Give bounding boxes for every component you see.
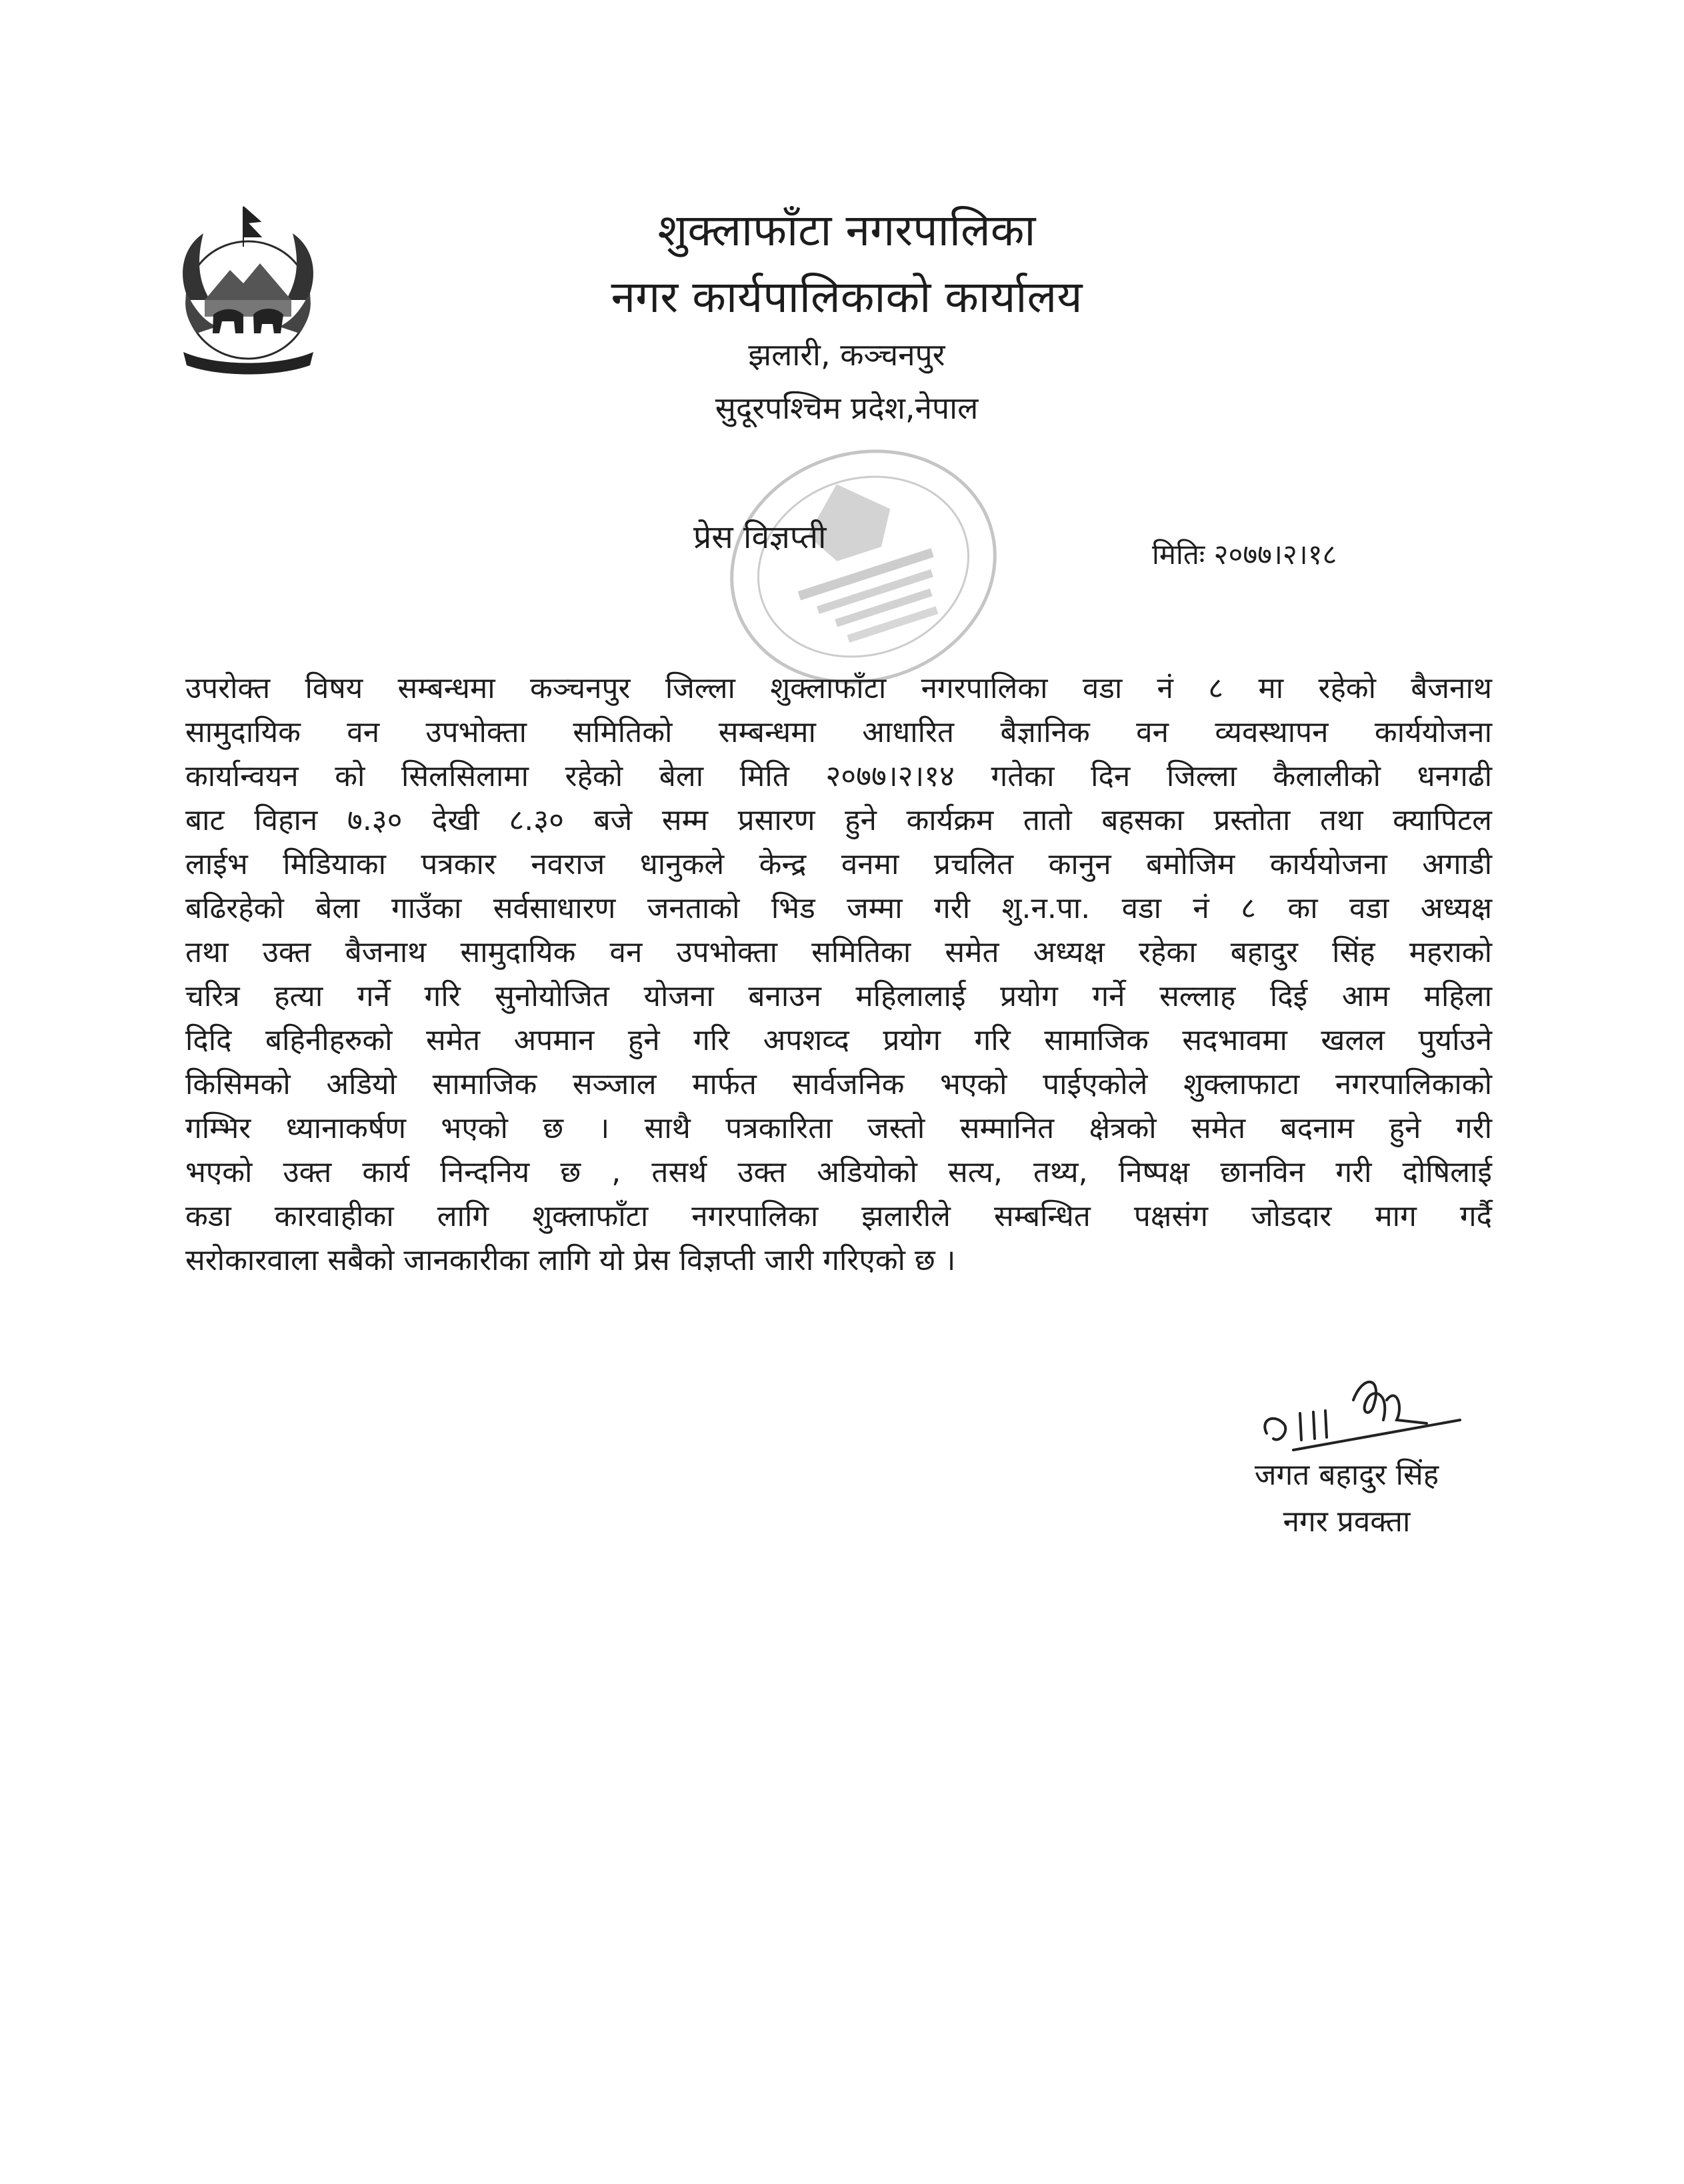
body-line: तथा उक्त बैजनाथ सामुदायिक वन उपभोक्ता समितिका समेत अध्यक्ष रहेका बहादुर सिंह महराको [185, 935, 1492, 969]
document-title: प्रेस विज्ञप्ती [693, 519, 827, 556]
body-line: बाट विहान ७.३० देखी ८.३० बजे सम्म प्रसारण हुने कार्यक्रम तातो बहसका प्रस्तोता तथा क्यापिटल [185, 803, 1492, 837]
address-line-2: सुदूरपश्चिम प्रदेश,नेपाल [715, 390, 979, 426]
signatory-title: नगर प्रवक्ता [1283, 1505, 1411, 1539]
body-line: कडा कारवाहीका लागि शुक्लाफाँटा नगरपालिका झलारीले सम्बन्धित पक्षसंग जोडदार माग गर्दै [185, 1199, 1492, 1233]
body-line: भएको उक्त कार्य निन्दनिय छ , तसर्थ उक्त अडियोको सत्य, तथ्य, निष्पक्ष छानविन गरी दोषिलाई [185, 1155, 1492, 1189]
body-line: लाईभ मिडियाका पत्रकार नवराज धानुकले केन्द्र वनमा प्रचलित कानुन बमोजिम कार्ययोजना अगाडी [185, 847, 1492, 881]
nepal-emblem-icon [150, 200, 347, 380]
signatory-name: जगत बहादुर सिंह [1254, 1458, 1439, 1492]
body-line: उपरोक्त विषय सम्बन्धमा कञ्चनपुर जिल्ला शुक्लाफाँटा नगरपालिका वडा नं ८ मा रहेको बैजनाथ [185, 671, 1492, 705]
body-line: सामुदायिक वन उपभोक्ता समितिको सम्बन्धमा आधारित बैज्ञानिक वन व्यवस्थापन कार्ययोजना [185, 715, 1492, 749]
body-line: सरोकारवाला सबैको जानकारीका लागि यो प्रेस विज्ञप्ती जारी गरिएको छ । [185, 1243, 956, 1277]
address-line-1: झलारी, कञ्चनपुर [748, 337, 945, 373]
org-name: शुक्लाफाँटा नगरपालिका [657, 205, 1036, 256]
body-line: दिदि बहिनीहरुको समेत अपमान हुने गरि अपशव्द प्रयोग गरि सामाजिक सदभावमा खलल पुर्याउने [185, 1023, 1492, 1057]
body-line: बढिरहेको बेला गाउँका सर्वसाधारण जनताको भिड जम्मा गरी शु.न.पा. वडा नं ८ का वडा अध्यक्ष [185, 891, 1492, 925]
date-value: २०७७।२।१८ [1213, 538, 1337, 571]
handwritten-signature-icon [1253, 1360, 1467, 1460]
office-name: नगर कार्यपालिकाको कार्यालय [611, 271, 1083, 323]
press-release-body [185, 667, 1492, 1283]
body-line: कार्यान्वयन को सिलसिलामा रहेको बेला मिति २०७७।२।१४ गतेका दिन जिल्ला कैलालीको धनगढी [185, 759, 1492, 793]
body-line: गम्भिर ध्यानाकर्षण भएको छ । साथै पत्रकारिता जस्तो सम्मानित क्षेत्रको समेत बदनाम हुने गरी [185, 1111, 1492, 1145]
body-line: किसिमको अडियो सामाजिक सञ्जाल मार्फत सार्वजनिक भएको पाईएकोले शुक्लाफाटा नगरपालिकाको [185, 1067, 1492, 1101]
body-line: चरित्र हत्या गर्ने गरि सुनोयोजित योजना बनाउन महिलालाई प्रयोग गर्ने सल्लाह दिई आम महिला [185, 979, 1492, 1013]
document-date [1152, 535, 1337, 573]
date-label: मितिः [1152, 538, 1205, 571]
